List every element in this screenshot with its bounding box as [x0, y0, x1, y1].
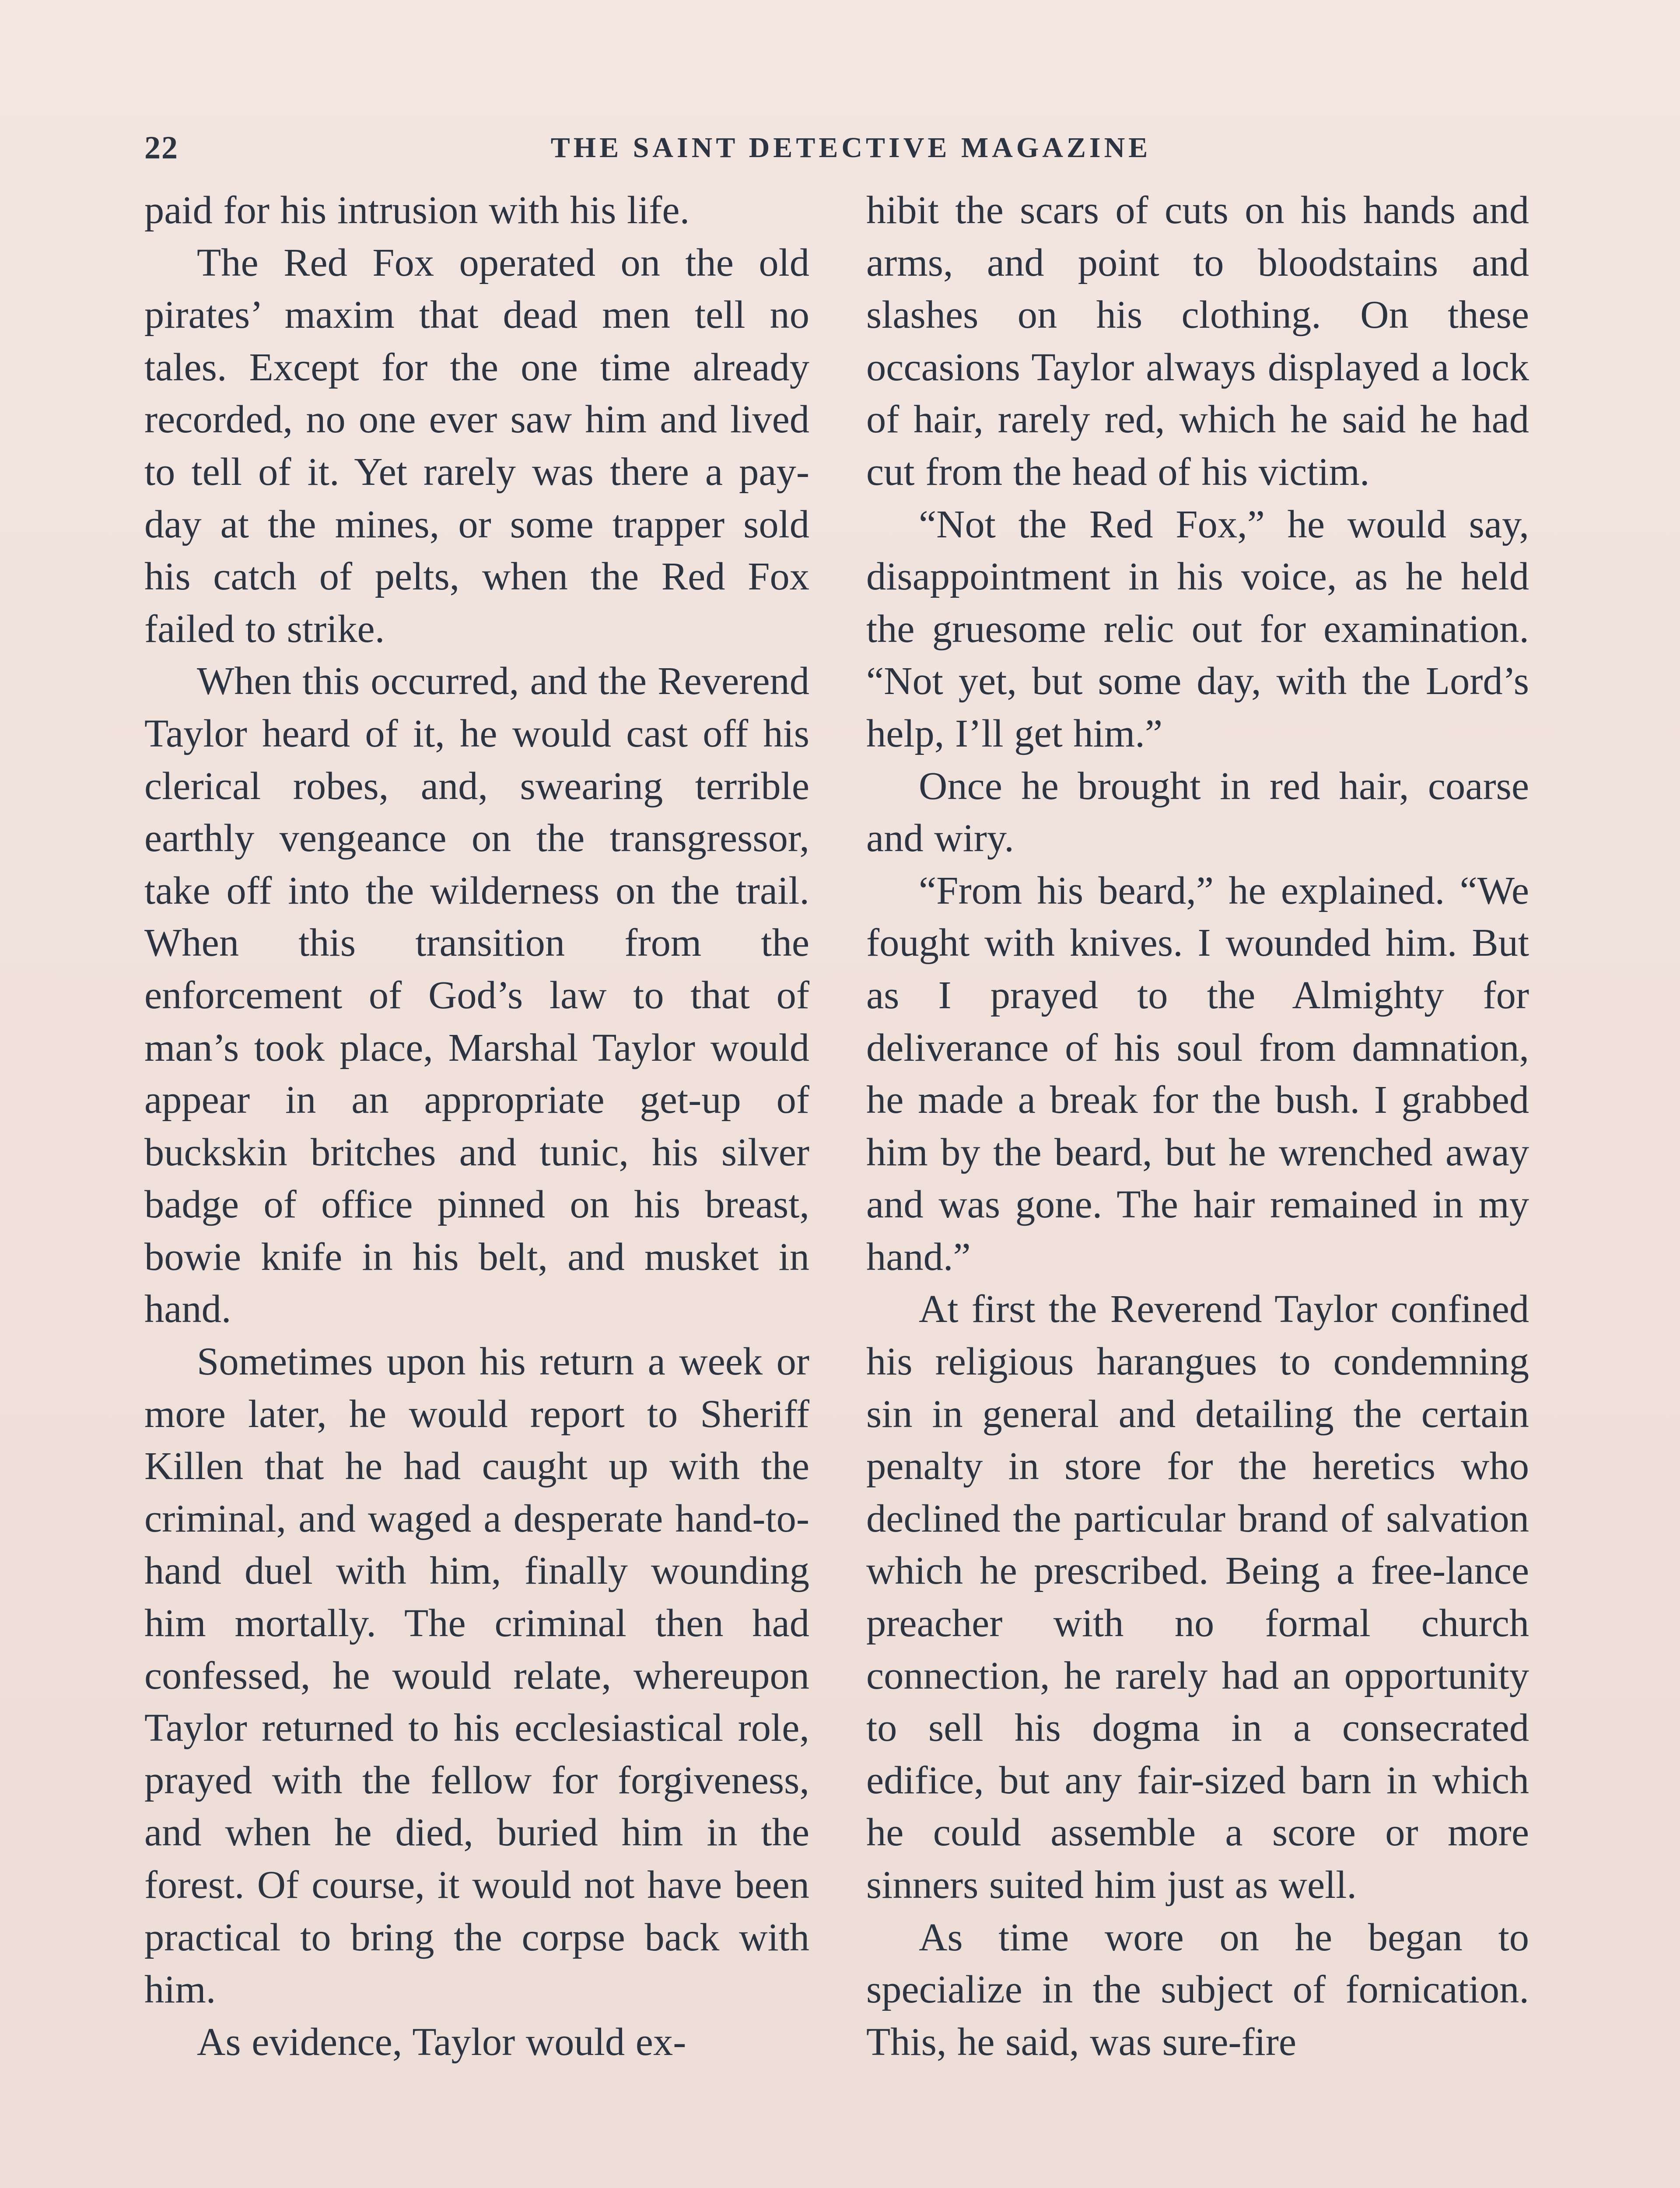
- paragraph: As evidence, Taylor would ex-: [197, 2019, 686, 2064]
- left-text-column: [144, 184, 809, 2188]
- running-head: [144, 130, 1558, 173]
- paragraph: “From his beard,” he explained. “We fought with knives. I wounded him. But as I prayed to the Almighty for deliverance of his soul from damnation, he made a break for the bush. I grabbed him by the beard, but he wrenched away and was gone. The hair remained in my hand.”: [866, 868, 1529, 1279]
- paragraph: hibit the scars of cuts on his hands and arms, and point to bloodstains and slashes on his clothing. On these occasions Taylor always displayed a lock of hair, rarely red, which he said he had cut from the head of his victim.: [866, 188, 1529, 494]
- page-number: 22: [144, 130, 178, 166]
- paragraph: At first the Reverend Taylor confined his religious harangues to condemning sin in general and detailing the certain penalty in store for the heretics who declined the particular brand of salvation which he prescribed. Being a free-lance preacher with no formal church connection, he rarely had an opportunity to sell his dogma in a consecrated edifice, but any fair-sized barn in which he could assemble a score or more sinners suited him just as well.: [866, 1287, 1529, 1907]
- paragraph: The Red Fox operated on the old pirates’ maxim that dead men tell no tales. Except for the one time already recorded, no one ever saw him and lived to tell of it. Yet rarely was there a pay-day at the mines, or some trapper sold his catch of pelts, when the Red Fox failed to strike.: [144, 240, 809, 651]
- paragraph: As time wore on he began to specialize in the subject of fornication. This, he said, was sure-fire: [866, 1914, 1529, 2064]
- paragraph: “Not the Red Fox,” he would say, disappointment in his voice, as he held the gruesome relic out for examination. “Not yet, but some day, with the Lord’s help, I’ll get him.”: [866, 501, 1529, 755]
- paragraph: paid for his intrusion with his life.: [144, 188, 690, 232]
- magazine-title: THE SAINT DETECTIVE MAGAZINE: [550, 132, 1152, 164]
- paragraph: When this occurred, and the Reverend Taylor heard of it, he would cast off his clerical robes, and, swearing terrible earthly vengeance on the transgressor, take off into the wilderness on the trail. When this transition from the enforcement of God’s law to that of man’s took place, Marshal Taylor would appear in an appropriate get-up of buckskin britches and tunic, his silver badge of office pinned on his breast, bowie knife in his belt, and musket in hand.: [144, 659, 809, 1331]
- paragraph: Once he brought in red hair, coarse and wiry.: [866, 763, 1529, 860]
- paragraph: Sometimes upon his return a week or more later, he would report to Sheriff Killen that he had caught up with the criminal, and waged a desperate hand-to-hand duel with him, finally wounding him mortally. The criminal then had confessed, he would relate, whereupon Taylor returned to his ecclesiastical role, prayed with the fellow for forgiveness, and when he died, buried him in the forest. Of course, it would not have been practical to bring the corpse back with him.: [144, 1339, 809, 2012]
- right-text-column: [866, 184, 1529, 2188]
